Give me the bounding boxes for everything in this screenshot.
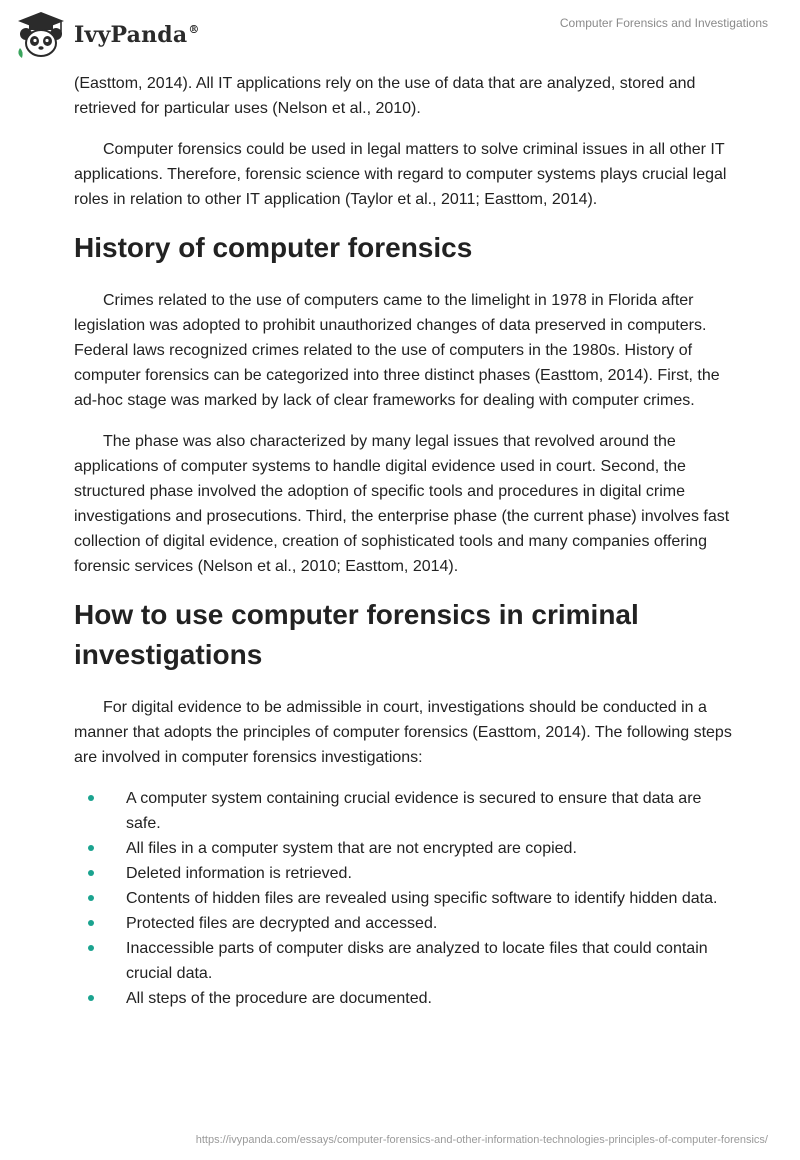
paragraph: The phase was also characterized by many legal issues that revolved around the applications of computer systems to handle digital evidence used in court. Second, the structured phase involved the adoption of specific tools and procedures in digital crime investigations and prosecutions. Third, the enterprise phase (the current phase) involves fast collection of digital evidence, creation of sophisticated tools and many companies offering forensic services (Nelson et al., 2010; Easttom, 2014). — [74, 433, 730, 575]
registered-mark: ® — [188, 23, 200, 36]
investigation-steps-list — [74, 786, 734, 1011]
bullet-icon — [88, 870, 94, 876]
essay-body — [74, 71, 734, 1011]
list-item — [74, 836, 734, 861]
brand-name: IvyPanda® — [74, 22, 200, 48]
list-item — [74, 886, 734, 911]
panda-graduation-cap-icon — [14, 10, 68, 60]
bullet-icon — [88, 845, 94, 851]
section-heading-history: History of computer forensics — [74, 232, 473, 263]
list-item-text: All steps of the procedure are documented. — [126, 990, 432, 1007]
list-item-text: All files in a computer system that are not encrypted are copied. — [126, 840, 577, 857]
source-url[interactable]: https://ivypanda.com/essays/computer-forensics-and-other-information-technologies-principles-of-computer-forensics/ — [195, 1134, 768, 1146]
bullet-icon — [88, 995, 94, 1001]
bullet-icon — [88, 795, 94, 801]
list-item-text: A computer system containing crucial evidence is secured to ensure that data are safe. — [126, 790, 702, 832]
list-item — [74, 986, 734, 1011]
brand-logo[interactable] — [14, 10, 200, 60]
bullet-icon — [88, 945, 94, 951]
list-item — [74, 936, 734, 986]
list-item-text: Inaccessible parts of computer disks are analyzed to locate files that could contain crucial data. — [126, 940, 708, 982]
paragraph: (Easttom, 2014). All IT applications rely on the use of data that are analyzed, stored and retrieved for particular uses (Nelson et al., 2010). — [74, 75, 696, 117]
list-item-text: Protected files are decrypted and accessed. — [126, 915, 438, 932]
document-title: Computer Forensics and Investigations — [559, 16, 768, 30]
list-item-text: Contents of hidden files are revealed using specific software to identify hidden data. — [126, 890, 718, 907]
section-heading-criminal-investigations: How to use computer forensics in criminal investigations — [74, 599, 639, 670]
paragraph: For digital evidence to be admissible in court, investigations should be conducted in a manner that adopts the principles of computer forensics (Easttom, 2014). The following steps are involved in computer forensics investigations: — [74, 699, 732, 766]
paragraph: Computer forensics could be used in legal matters to solve criminal issues in all other IT applications. Therefore, forensic science with regard to computer systems plays crucial legal roles in relation to other IT application (Taylor et al., 2011; Easttom, 2014). — [74, 141, 727, 208]
page-header — [0, 0, 800, 70]
list-item — [74, 786, 734, 836]
list-item — [74, 911, 734, 936]
bullet-icon — [88, 895, 94, 901]
list-item — [74, 861, 734, 886]
bullet-icon — [88, 920, 94, 926]
paragraph: Crimes related to the use of computers came to the limelight in 1978 in Florida after legislation was adopted to prohibit unauthorized changes of data preserved in computers. Federal laws recognized crimes related to the use of computers in the 1980s. History of computer forensics can be categorized into three distinct phases (Easttom, 2014). First, the ad-hoc stage was marked by lack of clear frameworks for dealing with computer crimes. — [74, 292, 720, 409]
list-item-text: Deleted information is retrieved. — [126, 865, 352, 882]
